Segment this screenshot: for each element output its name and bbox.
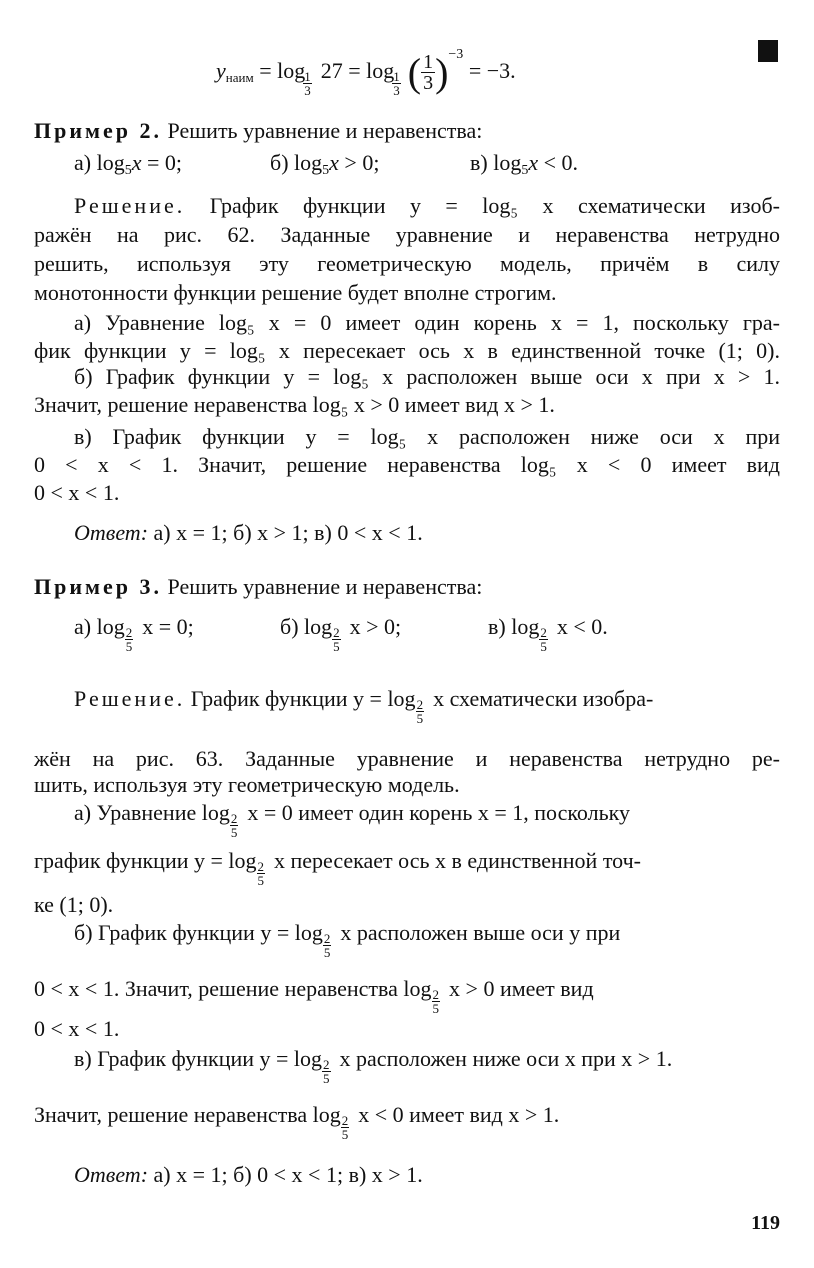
example3-part-b-line-1: б) График функции y = log 2 5 x расположен выше оси y при	[74, 920, 621, 960]
example2-part-b-line-2: Значит, решение неравенства log₅ x > 0 имеет вид x > 1.	[34, 392, 555, 417]
page-number: 119	[751, 1212, 780, 1234]
example2-solution-line-4: монотонности функции решение будет вполне строгим.	[34, 280, 557, 305]
fraction-one-third: $\frac{1}{3}$	[423, 51, 434, 95]
example2-part-c-line-2: 0 < x < 1. Значит, решение неравенства log₅ x < 0 имеет вид	[34, 452, 780, 477]
example3-tasks: а) log 2 5 x = 0; б) log 2 5 x > 0; в) log 2 5 x < 0.	[74, 614, 608, 654]
example2-part-c-line-3: 0 < x < 1.	[34, 480, 120, 505]
example3-part-a-line-2: график функции y = log 2 5 x пересекает ось x в единственной точ-	[34, 848, 641, 888]
example2-part-c-line-1: в) График функции y = log₅ x расположен ниже оси x при	[74, 424, 780, 449]
example2-part-b-line-1: б) График функции y = log₅ x расположен выше оси x при x > 1.	[74, 364, 780, 389]
example3-part-b-line-3: 0 < x < 1.	[34, 1016, 120, 1041]
example3-part-c-line-2: Значит, решение неравенства log 2 5 x < 0 имеет вид x > 1.	[34, 1102, 560, 1142]
example2-part-a-line-1: а) Уравнение log₅ x = 0 имеет один корень x = 1, поскольку гра-	[74, 310, 780, 335]
example3-answer: Ответ: а) x = 1; б) 0 < x < 1; в) x > 1.	[74, 1162, 423, 1187]
example2-tasks: а) log5x = 0; б) log5x > 0; в) log5x < 0.	[74, 150, 579, 178]
example2-heading: Пример 2. Решить уравнение и неравенства:	[34, 118, 483, 143]
example3-part-c-line-1: в) График функции y = log 2 5 x расположен ниже оси x при x > 1.	[74, 1046, 673, 1086]
example3-solution-line-2: жён на рис. 63. Заданные уравнение и неравенства нетрудно ре-	[34, 746, 780, 771]
example2-solution-line-2: ражён на рис. 62. Заданные уравнение и неравенства нетрудно	[34, 222, 780, 247]
example3-part-b-line-2: 0 < x < 1. Значит, решение неравенства log 2 5 x > 0 имеет вид	[34, 976, 594, 1016]
example2-solution-line-1: Решение. График функции y = log₅ x схематически изоб-	[74, 193, 780, 218]
example2-part-a-line-2: фик функции y = log₅ x пересекает ось x в единственной точке (1; 0).	[34, 338, 780, 363]
example3-solution-line-1: Решение. График функции y = log 2 5 x схематически изобра-	[74, 686, 654, 726]
top-formula: yнаим = log 1 3 27 = log 1 3 ( $\frac{1}{3})^{-3} = -3$.	[216, 47, 516, 98]
example3-heading: Пример 3. Решить уравнение и неравенства:	[34, 574, 483, 599]
end-of-proof-square-icon	[758, 40, 778, 62]
example3-part-a-line-3: ке (1; 0).	[34, 892, 114, 917]
example2-answer: Ответ: а) x = 1; б) x > 1; в) 0 < x < 1.	[74, 520, 423, 545]
example3-solution-line-3: шить, используя эту геометрическую модель.	[34, 772, 460, 797]
example2-solution-line-3: решить, используя эту геометрическую модель, причём в силу	[34, 251, 780, 276]
example3-part-a-line-1: а) Уравнение log 2 5 x = 0 имеет один корень x = 1, поскольку	[74, 800, 631, 840]
